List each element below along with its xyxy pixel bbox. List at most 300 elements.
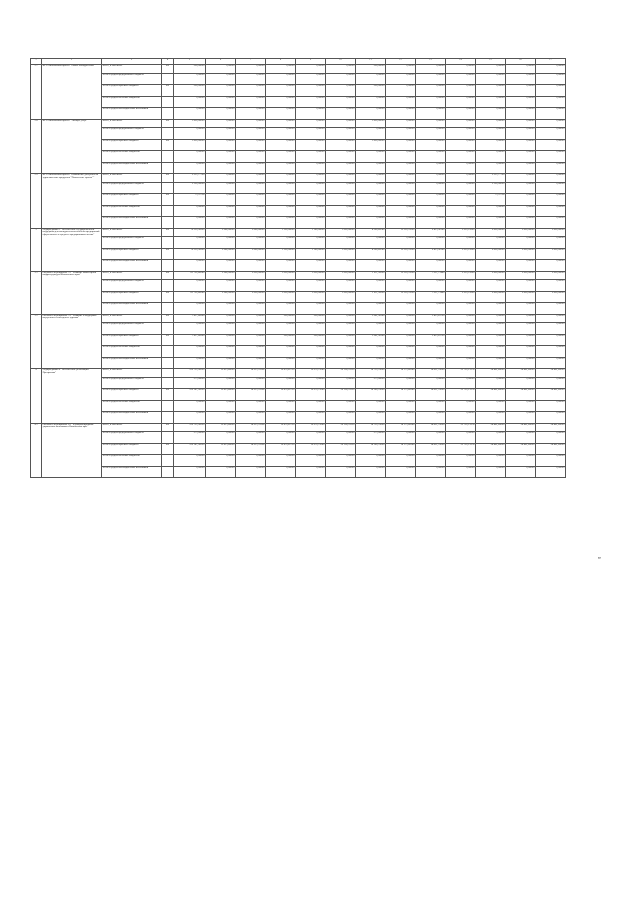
- amount-cell: 0,00000: [386, 139, 416, 151]
- amount-cell: 0,00000: [266, 400, 296, 412]
- amount-cell: 0,00000: [356, 217, 386, 229]
- amount-cell: 0,00000: [416, 412, 446, 424]
- amount-cell: 0,00000: [236, 400, 266, 412]
- header-cell: 11: [356, 59, 386, 65]
- amount-cell: 0,00000: [174, 151, 206, 163]
- amount-cell: 0,00000: [206, 314, 236, 323]
- budget-code: КБ: [162, 248, 174, 260]
- amount-cell: 0,00000: [296, 217, 326, 229]
- amount-cell: 0,00000: [326, 151, 356, 163]
- amount-cell: 0,00000: [206, 85, 236, 97]
- page-number: 87: [598, 556, 601, 560]
- amount-cell: 0,00000: [386, 128, 416, 140]
- table-row: [31, 85, 566, 97]
- amount-cell: 0,00000: [446, 108, 476, 120]
- amount-cell: 500,00000: [174, 65, 206, 74]
- amount-cell: 0,00000: [386, 119, 416, 128]
- amount-cell: 0,00000: [476, 466, 506, 478]
- amount-cell: 1 911,58500: [356, 291, 386, 303]
- amount-cell: 0,00000: [386, 237, 416, 249]
- amount-cell: 0,00000: [236, 162, 266, 174]
- amount-cell: 0,00000: [206, 260, 236, 272]
- amount-cell: 0,00000: [446, 73, 476, 85]
- amount-cell: 0,00000: [236, 73, 266, 85]
- amount-cell: 0,00000: [236, 108, 266, 120]
- budget-code: [162, 108, 174, 120]
- amount-cell: 16 180,70000: [356, 389, 386, 401]
- header-cell: 12: [386, 59, 416, 65]
- funding-source: за счет средств краевого бюджета: [102, 291, 162, 303]
- amount-cell: 0,00000: [476, 314, 506, 323]
- amount-cell: 3 000,00000: [236, 271, 266, 280]
- amount-cell: 0,00000: [416, 237, 446, 249]
- amount-cell: 0,00000: [326, 455, 356, 467]
- amount-cell: 0,00000: [446, 323, 476, 335]
- amount-cell: 259 147,98290: [174, 389, 206, 401]
- amount-cell: 0,00000: [266, 412, 296, 424]
- amount-cell: 0,00000: [266, 205, 296, 217]
- budget-code: [162, 346, 174, 358]
- funding-source: за счет средств внебюджетных источников: [102, 260, 162, 272]
- amount-cell: 500,00000: [174, 85, 206, 97]
- amount-cell: 0,00000: [506, 108, 536, 120]
- amount-cell: 0,00000: [236, 323, 266, 335]
- funding-source: за счет средств краевого бюджета: [102, 139, 162, 151]
- amount-cell: 0,00000: [536, 96, 566, 108]
- amount-cell: 0,00000: [536, 119, 566, 128]
- funding-source: за счет средств краевого бюджета: [102, 194, 162, 206]
- amount-cell: 0,00000: [386, 466, 416, 478]
- amount-cell: 0,00000: [506, 217, 536, 229]
- amount-cell: 0,00000: [236, 237, 266, 249]
- amount-cell: 0,00000: [506, 151, 536, 163]
- amount-cell: 0,00000: [536, 314, 566, 323]
- item-name: Ш. Региональный проект "Экспорт услуг": [42, 119, 102, 174]
- amount-cell: 9 600,00000: [476, 228, 506, 237]
- amount-cell: 0,00000: [416, 182, 446, 194]
- amount-cell: 0,00000: [536, 128, 566, 140]
- table-row: [31, 260, 566, 272]
- amount-cell: 0,00000: [236, 303, 266, 315]
- table-row: [31, 303, 566, 315]
- item-name: Подпрограмма 3 "Обеспечение государственной поддержки для конкурентоспособности предприятий сферы малого и среднего предпринимательства": [42, 228, 102, 271]
- item-name: Основное мероприятие 4.1 "Функционирование управления экономики в Камчатском крае": [42, 423, 102, 478]
- amount-cell: 0,00000: [266, 346, 296, 358]
- amount-cell: 0,00000: [446, 217, 476, 229]
- amount-cell: 15 399,78500: [386, 228, 416, 237]
- amount-cell: 0,00000: [386, 260, 416, 272]
- amount-cell: 0,00000: [386, 314, 416, 323]
- amount-cell: 0,00000: [356, 357, 386, 369]
- amount-cell: 0,00000: [356, 128, 386, 140]
- item-name: Основное мероприятие 3.1 "Развитие инженерной инфраструктуры Камчатского края": [42, 271, 102, 314]
- budget-code: КБ: [162, 194, 174, 206]
- amount-cell: 0,00000: [386, 174, 416, 183]
- amount-cell: 0,00000: [296, 108, 326, 120]
- amount-cell: 0,00000: [446, 314, 476, 323]
- amount-cell: 9 413,36160: [416, 248, 446, 260]
- amount-cell: 0,00000: [266, 260, 296, 272]
- amount-cell: 18 175,80240: [386, 423, 416, 432]
- amount-cell: 0,00000: [446, 174, 476, 183]
- amount-cell: 0,00000: [416, 108, 446, 120]
- budget-code: КБ: [162, 85, 174, 97]
- amount-cell: 0,00000: [206, 432, 236, 444]
- table-row: [31, 346, 566, 358]
- amount-cell: 19 870,41730: [266, 423, 296, 432]
- amount-cell: 0,00000: [446, 139, 476, 151]
- table-row: [31, 389, 566, 401]
- amount-cell: 20 198,53330: [326, 443, 356, 455]
- amount-cell: 0,00000: [506, 412, 536, 424]
- amount-cell: 0,00000: [266, 139, 296, 151]
- amount-cell: 0,00000: [416, 194, 446, 206]
- amount-cell: 0,00000: [476, 334, 506, 346]
- amount-cell: 0,00000: [356, 280, 386, 292]
- amount-cell: 18 915,33396: [236, 443, 266, 455]
- funding-source: за счет средств федерального бюджета: [102, 182, 162, 194]
- header-cell: 6: [206, 59, 236, 65]
- amount-cell: 0,00000: [536, 151, 566, 163]
- amount-cell: 0,00000: [476, 260, 506, 272]
- amount-cell: 0,00000: [386, 357, 416, 369]
- amount-cell: 0,00000: [326, 217, 356, 229]
- amount-cell: 0,00000: [476, 65, 506, 74]
- amount-cell: 61 702,48540: [174, 271, 206, 280]
- amount-cell: 0,00000: [206, 303, 236, 315]
- amount-cell: 0,00000: [174, 455, 206, 467]
- funding-source: за счет средств краевого бюджета: [102, 85, 162, 97]
- amount-cell: 0,00000: [174, 260, 206, 272]
- amount-cell: 0,00000: [476, 377, 506, 389]
- amount-cell: 0,00000: [206, 377, 236, 389]
- amount-cell: 0,00000: [236, 174, 266, 183]
- funding-source: за счет средств федерального бюджета: [102, 432, 162, 444]
- amount-cell: 0,00000: [416, 357, 446, 369]
- amount-cell: 0,00000: [386, 108, 416, 120]
- funding-source: Всего, в том числе: [102, 119, 162, 128]
- amount-cell: 0,00000: [356, 455, 386, 467]
- table-row: [31, 455, 566, 467]
- amount-cell: 0,00000: [266, 85, 296, 97]
- amount-cell: 2 993,23900: [446, 271, 476, 280]
- amount-cell: 0,00000: [476, 455, 506, 467]
- amount-cell: 0,00000: [296, 194, 326, 206]
- amount-cell: 0,00000: [326, 73, 356, 85]
- amount-cell: 0,00000: [416, 346, 446, 358]
- table-row: [31, 228, 566, 237]
- amount-cell: 0,00000: [296, 412, 326, 424]
- amount-cell: 0,00000: [536, 323, 566, 335]
- amount-cell: 0,00000: [326, 412, 356, 424]
- amount-cell: 0,00000: [536, 217, 566, 229]
- amount-cell: 0,00000: [446, 162, 476, 174]
- amount-cell: 0,00000: [446, 182, 476, 194]
- amount-cell: 0,00000: [446, 119, 476, 128]
- amount-cell: 1 000,00000: [326, 228, 356, 237]
- amount-cell: 0,00000: [236, 194, 266, 206]
- budget-code: [162, 369, 174, 378]
- amount-cell: 0,00000: [356, 260, 386, 272]
- amount-cell: 0,00000: [206, 323, 236, 335]
- amount-cell: 19 970,72080: [296, 369, 326, 378]
- amount-cell: 0,00000: [446, 128, 476, 140]
- amount-cell: 0,00000: [296, 96, 326, 108]
- amount-cell: 0,00000: [236, 182, 266, 194]
- amount-cell: 2 993,23900: [446, 248, 476, 260]
- table-row: [31, 314, 566, 323]
- amount-cell: 0,00000: [506, 205, 536, 217]
- amount-cell: 0,00000: [326, 260, 356, 272]
- amount-cell: 0,00000: [296, 280, 326, 292]
- amount-cell: 0,00000: [506, 139, 536, 151]
- amount-cell: 0,00000: [236, 217, 266, 229]
- amount-cell: 0,00000: [236, 119, 266, 128]
- amount-cell: 0,00000: [446, 260, 476, 272]
- amount-cell: 0,00000: [266, 194, 296, 206]
- item-number: 3.2: [31, 314, 42, 369]
- amount-cell: 0,00000: [506, 194, 536, 206]
- amount-cell: 0,00000: [476, 73, 506, 85]
- amount-cell: 0,00000: [174, 96, 206, 108]
- amount-cell: 575,00000: [174, 377, 206, 389]
- amount-cell: 0,00000: [206, 162, 236, 174]
- amount-cell: 0,00000: [446, 237, 476, 249]
- amount-cell: 0,00000: [506, 377, 536, 389]
- amount-cell: 0,00000: [206, 194, 236, 206]
- amount-cell: 0,00000: [476, 108, 506, 120]
- amount-cell: 259 722,98290: [174, 423, 206, 432]
- funding-source: за счет средств внебюджетных источников: [102, 357, 162, 369]
- amount-cell: 0,00000: [296, 73, 326, 85]
- amount-cell: 0,00000: [326, 334, 356, 346]
- amount-cell: 70 520,36900: [174, 248, 206, 260]
- amount-cell: 1 180,00000: [296, 228, 326, 237]
- amount-cell: 0,00000: [296, 65, 326, 74]
- amount-cell: 0,00000: [326, 237, 356, 249]
- amount-cell: 24 461,49000: [536, 369, 566, 378]
- amount-cell: 1 981,56240: [356, 334, 386, 346]
- amount-cell: 18 621,70000: [416, 443, 446, 455]
- table-row: [31, 323, 566, 335]
- amount-cell: 0,00000: [266, 323, 296, 335]
- amount-cell: 0,00000: [476, 412, 506, 424]
- amount-cell: 22 795,13374: [446, 389, 476, 401]
- amount-cell: 0,00000: [326, 432, 356, 444]
- amount-cell: 0,00000: [174, 466, 206, 478]
- amount-cell: 0,00000: [326, 400, 356, 412]
- amount-cell: 15 813,60000: [206, 369, 236, 378]
- amount-cell: 0,00000: [356, 73, 386, 85]
- amount-cell: 0,00000: [206, 217, 236, 229]
- amount-cell: 0,00000: [356, 346, 386, 358]
- amount-cell: 0,00000: [476, 323, 506, 335]
- amount-cell: 20 198,53330: [326, 389, 356, 401]
- budget-code: [162, 432, 174, 444]
- amount-cell: 0,00000: [266, 128, 296, 140]
- amount-cell: 3 000,00000: [236, 291, 266, 303]
- amount-cell: 22 795,13374: [446, 423, 476, 432]
- amount-cell: 0,00000: [536, 400, 566, 412]
- budget-code: КБ: [162, 174, 174, 183]
- header-cell: 13: [416, 59, 446, 65]
- header-cell: 1: [31, 59, 42, 65]
- amount-cell: 1 000,00000: [296, 271, 326, 280]
- amount-cell: 0,00000: [206, 357, 236, 369]
- funding-source: за счет средств местных бюджетов: [102, 151, 162, 163]
- amount-cell: 75,51758: [174, 194, 206, 206]
- item-number: 2.9: [31, 174, 42, 229]
- amount-cell: 0,00000: [326, 194, 356, 206]
- budget-code: [162, 377, 174, 389]
- amount-cell: 0,00000: [266, 119, 296, 128]
- amount-cell: 9 600,00000: [476, 248, 506, 260]
- amount-cell: 18 175,80240: [386, 389, 416, 401]
- amount-cell: 0,00000: [506, 400, 536, 412]
- amount-cell: 24 461,49000: [476, 443, 506, 455]
- amount-cell: 0,00000: [386, 65, 416, 74]
- amount-cell: 0,00000: [536, 334, 566, 346]
- amount-cell: 0,00000: [266, 280, 296, 292]
- amount-cell: 0,00000: [326, 280, 356, 292]
- item-number: 2.7: [31, 65, 42, 120]
- amount-cell: 0,00000: [206, 400, 236, 412]
- amount-cell: 200,00000: [296, 314, 326, 323]
- amount-cell: 0,00000: [356, 237, 386, 249]
- amount-cell: 0,00000: [536, 65, 566, 74]
- budget-code: [162, 73, 174, 85]
- amount-cell: 5 600,00000: [536, 291, 566, 303]
- amount-cell: 0,00000: [206, 174, 236, 183]
- amount-cell: 7 997,71460: [416, 271, 446, 280]
- funding-source: за счет средств местных бюджетов: [102, 205, 162, 217]
- funding-source: за счет средств краевого бюджета: [102, 334, 162, 346]
- budget-code: [162, 303, 174, 315]
- amount-cell: 1 000,00000: [326, 291, 356, 303]
- amount-cell: 19 970,72080: [296, 423, 326, 432]
- amount-cell: 0,00000: [536, 182, 566, 194]
- amount-cell: 5 600,00000: [506, 291, 536, 303]
- amount-cell: 24 461,49000: [536, 443, 566, 455]
- budget-code: [162, 400, 174, 412]
- amount-cell: 18 175,80240: [386, 369, 416, 378]
- amount-cell: 0,00000: [506, 128, 536, 140]
- amount-cell: 0,00000: [296, 466, 326, 478]
- budget-code: КБ: [162, 65, 174, 74]
- amount-cell: 0,00000: [416, 432, 446, 444]
- amount-cell: 0,00000: [446, 194, 476, 206]
- table-row: [31, 271, 566, 280]
- funding-source: за счет средств внебюджетных источников: [102, 162, 162, 174]
- amount-cell: 0,00000: [416, 128, 446, 140]
- amount-cell: 3 060,00000: [236, 228, 266, 237]
- amount-cell: 0,00000: [296, 346, 326, 358]
- item-name: Подпрограмма 4 "Обеспечение реализации Программы": [42, 369, 102, 424]
- table-row: [31, 162, 566, 174]
- amount-cell: 0,00000: [206, 128, 236, 140]
- amount-cell: 0,00000: [506, 455, 536, 467]
- budget-code: [162, 217, 174, 229]
- amount-cell: 24 461,49000: [536, 389, 566, 401]
- amount-cell: 0,00000: [446, 65, 476, 74]
- amount-cell: 0,00000: [206, 334, 236, 346]
- amount-cell: 5 600,00000: [476, 271, 506, 280]
- funding-source: за счет средств внебюджетных источников: [102, 303, 162, 315]
- funding-source: Всего, в том числе: [102, 228, 162, 237]
- amount-cell: 0,00000: [446, 96, 476, 108]
- amount-cell: 24 461,49000: [536, 423, 566, 432]
- amount-cell: 0,00000: [236, 139, 266, 151]
- amount-cell: 1 600,00000: [356, 139, 386, 151]
- amount-cell: 0,00000: [266, 162, 296, 174]
- item-name: Ш. Региональный проект "Повышение доступности туристических продуктов "Пятилетние трассы"": [42, 174, 102, 229]
- amount-cell: 16 180,70000: [356, 443, 386, 455]
- amount-cell: 24 461,49000: [476, 423, 506, 432]
- amount-cell: 0,00000: [236, 128, 266, 140]
- amount-cell: 0,00000: [416, 162, 446, 174]
- amount-cell: 0,00000: [536, 108, 566, 120]
- amount-cell: 1 911,58500: [356, 271, 386, 280]
- amount-cell: 0,00000: [206, 182, 236, 194]
- header-cell: 2: [42, 59, 102, 65]
- amount-cell: 0,00000: [356, 174, 386, 183]
- amount-cell: 0,00000: [476, 205, 506, 217]
- amount-cell: 0,00000: [326, 323, 356, 335]
- amount-cell: 0,00000: [386, 377, 416, 389]
- amount-cell: 0,00000: [356, 182, 386, 194]
- amount-cell: 0,00000: [326, 182, 356, 194]
- amount-cell: 0,00000: [326, 128, 356, 140]
- amount-cell: 0,00000: [446, 466, 476, 478]
- budget-code: [162, 455, 174, 467]
- amount-cell: 0,00000: [236, 346, 266, 358]
- amount-cell: 1 000,00000: [326, 248, 356, 260]
- table-row: [31, 466, 566, 478]
- amount-cell: 0,00000: [536, 466, 566, 478]
- funding-source: за счет средств федерального бюджета: [102, 280, 162, 292]
- funding-source: за счет средств краевого бюджета: [102, 389, 162, 401]
- budget-code: КБ: [162, 228, 174, 237]
- amount-cell: 0,00000: [476, 280, 506, 292]
- amount-cell: 0,00000: [356, 205, 386, 217]
- amount-cell: 0,00000: [476, 96, 506, 108]
- amount-cell: 0,00000: [446, 432, 476, 444]
- amount-cell: 0,00000: [386, 334, 416, 346]
- amount-cell: 0,00000: [296, 432, 326, 444]
- amount-cell: 0,00000: [416, 174, 446, 183]
- amount-cell: 0,00000: [476, 400, 506, 412]
- amount-cell: 0,00000: [506, 119, 536, 128]
- amount-cell: 4 360,64740: [356, 228, 386, 237]
- amount-cell: 0,00000: [326, 205, 356, 217]
- amount-cell: 0,00000: [446, 346, 476, 358]
- budget-code: [162, 205, 174, 217]
- header-cell: 17: [536, 59, 566, 65]
- amount-cell: 18 621,70000: [416, 389, 446, 401]
- amount-cell: 0,00000: [206, 119, 236, 128]
- amount-cell: 0,00000: [536, 260, 566, 272]
- amount-cell: 0,00000: [386, 151, 416, 163]
- amount-cell: 0,00000: [296, 303, 326, 315]
- table-row: [31, 205, 566, 217]
- amount-cell: 0,00000: [326, 139, 356, 151]
- amount-cell: 0,00000: [536, 455, 566, 467]
- amount-cell: 0,00000: [536, 139, 566, 151]
- amount-cell: 0,00000: [506, 65, 536, 74]
- amount-cell: 0,00000: [506, 260, 536, 272]
- amount-cell: 0,00000: [386, 412, 416, 424]
- amount-cell: 0,00000: [536, 85, 566, 97]
